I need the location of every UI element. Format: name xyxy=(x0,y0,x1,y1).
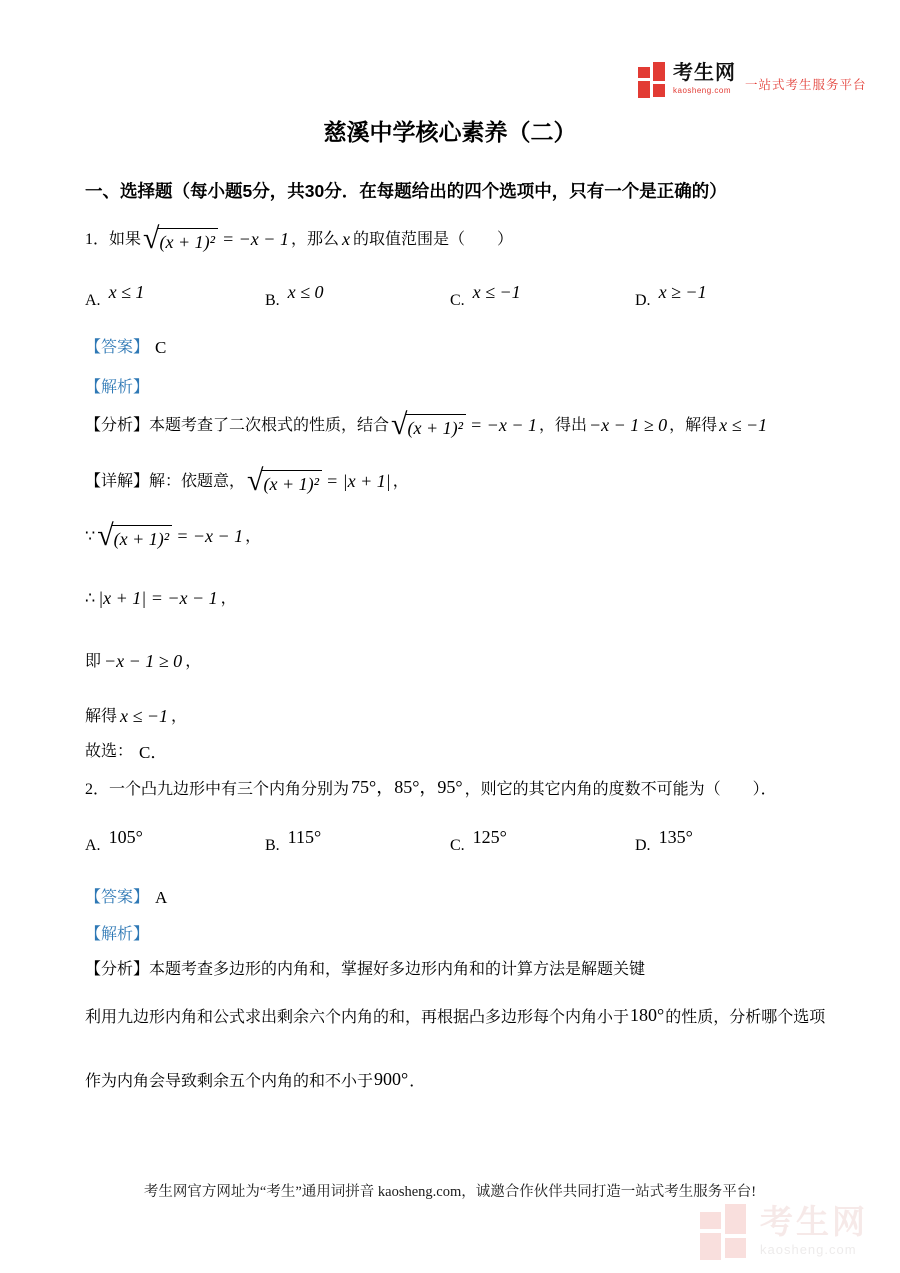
q2-jiexi-line xyxy=(85,923,149,947)
q1-ji-line xyxy=(85,650,201,674)
q2-stem xyxy=(85,778,777,802)
fenxi-label: 【分析】 xyxy=(85,961,150,978)
q1-jiexi-line xyxy=(85,376,149,400)
q1-fenxi-equation: = −x − 1 xyxy=(470,415,537,436)
q1-number-text: 1．如果 xyxy=(85,231,142,248)
option-label: D. xyxy=(635,291,651,309)
logo-tagline: 一站式考生服务平台 xyxy=(745,78,867,92)
q1-fenxi-text1: 本题考查了二次根式的性质，结合 xyxy=(149,417,390,434)
option-label: B. xyxy=(265,836,280,854)
option-value: x ≤ −1 xyxy=(472,282,521,302)
comma: ， xyxy=(171,708,188,725)
logo-name: 考生网 xyxy=(673,62,736,84)
q2-answer-value: A xyxy=(155,888,168,907)
q2-para2-degree: 180° xyxy=(630,1005,665,1026)
option-label: B. xyxy=(265,291,280,309)
watermark-logo xyxy=(700,1204,868,1264)
therefore-sign: ∴ xyxy=(85,590,96,607)
radicand: (x + 1)² xyxy=(157,228,218,252)
comma: ， xyxy=(392,473,409,490)
q1-stem-equation: = −x − 1 xyxy=(222,229,289,250)
q1-xiangjie-line xyxy=(85,464,409,497)
q2-para2-suffix: 的性质，分析哪个选项 xyxy=(665,1009,826,1026)
q1-ji-math: −x − 1 ≥ 0 xyxy=(104,651,183,672)
option-value: x ≤ 0 xyxy=(287,282,324,302)
q1-because-line xyxy=(85,519,262,552)
watermark-logo-name: 考生网 xyxy=(760,1203,868,1240)
footer-text: 考生网官方网址为“考生”通用词拼音 kaosheng.com，诚邀合作伙伴共同打造一站式考生服务平台! xyxy=(143,1184,757,1200)
q2-stem-degrees: 75°，85°，95° xyxy=(351,777,463,798)
option-value: 135° xyxy=(658,827,693,847)
radical-sign: √ xyxy=(143,222,160,255)
q1-guxuan-line xyxy=(85,738,167,764)
q1-option-d xyxy=(635,282,707,310)
q2-stem-suffix: ，则它的其它内角的度数不可能为（ ）． xyxy=(464,781,777,798)
q1-stem-variable: x xyxy=(341,229,350,250)
q1-fenxi-math3: x ≤ −1 xyxy=(719,415,768,436)
q1-option-c xyxy=(450,282,521,310)
q1-sqrt-expression xyxy=(143,222,289,255)
q1-xiangjie-pre: 解：依题意， xyxy=(149,473,246,490)
logo-text-block xyxy=(673,62,736,100)
because-sign: ∵ xyxy=(85,528,96,545)
answer-label: 【答案】 xyxy=(85,339,150,356)
q2-analysis-paragraph-3 xyxy=(85,1070,425,1094)
option-value: x ≤ 1 xyxy=(108,282,145,302)
radicand: (x + 1)² xyxy=(262,470,323,494)
option-label: A. xyxy=(85,836,101,854)
q1-therefore-line xyxy=(85,587,237,611)
q1-therefore-math: |x + 1| = −x − 1 xyxy=(98,588,218,609)
option-label: C. xyxy=(450,836,465,854)
q1-because-sqrt xyxy=(97,519,244,552)
q1-jiede-line xyxy=(85,705,187,729)
xiangjie-label: 【详解】 xyxy=(85,473,150,490)
q1-because-equation: = −x − 1 xyxy=(176,526,244,547)
jiexi-label: 【解析】 xyxy=(85,379,150,396)
q1-fenxi-sqrt xyxy=(391,408,537,441)
q2-fenxi-line xyxy=(85,958,645,982)
q1-xiangjie-equation: = |x + 1| xyxy=(326,471,391,492)
logo-domain: kaosheng.com xyxy=(673,86,732,95)
q1-stem-suffix: 的取值范围是（ ） xyxy=(352,231,513,248)
q2-option-d xyxy=(635,827,693,855)
option-label: D. xyxy=(635,836,651,854)
q1-guxuan-pre: 故选： xyxy=(85,743,134,760)
radicand: (x + 1)² xyxy=(406,414,467,438)
answer-label: 【答案】 xyxy=(85,889,150,906)
jiexi-label: 【解析】 xyxy=(85,926,150,943)
radical-sign: √ xyxy=(391,408,408,441)
q2-answer-line xyxy=(85,886,167,910)
q1-answer-line xyxy=(85,336,166,360)
q1-fenxi-text3: ，解得 xyxy=(669,417,718,434)
q1-guxuan-answer: C． xyxy=(139,743,168,762)
option-value: 125° xyxy=(472,827,507,847)
option-value: 105° xyxy=(108,827,143,847)
q2-para3-suffix: ． xyxy=(409,1073,426,1090)
watermark-logo-icon xyxy=(700,1204,752,1264)
q1-xiangjie-sqrt xyxy=(247,464,391,497)
radical-sign: √ xyxy=(247,464,264,497)
comma: ， xyxy=(245,528,262,545)
page-title: 慈溪中学核心素养（二） xyxy=(323,119,577,145)
option-label: A. xyxy=(85,291,101,309)
fenxi-label: 【分析】 xyxy=(85,417,150,434)
q1-answer-value: C xyxy=(155,338,167,357)
q1-ji-pre: 即 xyxy=(85,653,102,670)
q1-fenxi-line xyxy=(85,408,769,441)
q2-number-text: 2．一个凸九边形中有三个内角分别为 xyxy=(85,781,350,798)
q1-fenxi-text2: ，得出 xyxy=(538,417,587,434)
radical-sign: √ xyxy=(97,519,114,552)
q1-option-b xyxy=(265,282,324,310)
kaosheng-logo-icon xyxy=(638,62,668,100)
option-value: x ≥ −1 xyxy=(658,282,707,302)
section-heading: 一、选择题（每小题5分，共30分．在每题给出的四个选项中，只有一个是正确的） xyxy=(85,181,727,201)
q2-option-a xyxy=(85,827,143,855)
q2-fenxi-text: 本题考查多边形的内角和，掌握好多边形内角和的计算方法是解题关键 xyxy=(149,961,646,978)
q2-para3-degree: 900° xyxy=(374,1069,409,1090)
option-label: C. xyxy=(450,291,465,309)
q1-fenxi-math2: −x − 1 ≥ 0 xyxy=(588,415,668,436)
q1-jiede-math: x ≤ −1 xyxy=(120,706,169,727)
watermark-logo-domain: kaosheng.com xyxy=(760,1242,857,1257)
q1-option-a xyxy=(85,282,145,310)
radicand: (x + 1)² xyxy=(112,525,173,549)
header-logo xyxy=(638,62,867,100)
q2-para2-pre: 利用九边形内角和公式求出剩余六个内角的和，再根据凸多边形每个内角小于 xyxy=(85,1009,630,1026)
option-value: 115° xyxy=(287,827,322,847)
q1-stem-mid: ，那么 xyxy=(290,231,339,248)
comma: ， xyxy=(220,590,237,607)
comma: ， xyxy=(185,653,202,670)
q1-jiede-pre: 解得 xyxy=(85,708,118,725)
q2-para3-pre: 作为内角会导致剩余五个内角的和不小于 xyxy=(85,1073,374,1090)
q2-option-c xyxy=(450,827,507,855)
q1-stem xyxy=(85,222,513,255)
q2-option-b xyxy=(265,827,322,855)
q2-analysis-paragraph-2 xyxy=(85,1006,825,1030)
watermark-text-block xyxy=(760,1204,868,1264)
